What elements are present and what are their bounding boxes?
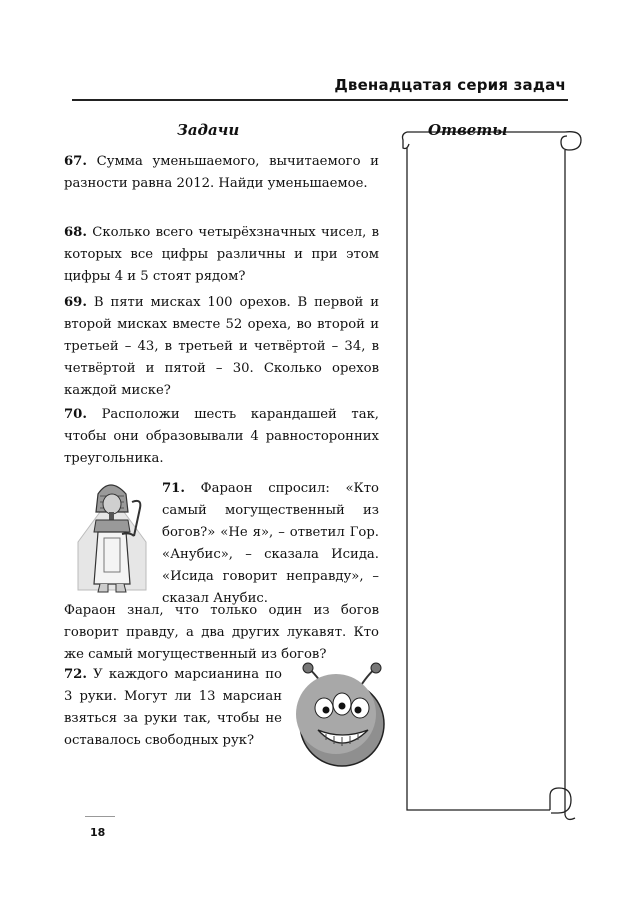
problem-text: Сумма уменьшаемого, вычитаемого и разности равна 2012. Найди уменьшаемое. [64,154,379,191]
problem-71-continuation: Фараон знал, что только один из богов говорит правду, а два других лукавят. Кто же самый могущественный из богов? [64,603,379,662]
problem-number: 70. [64,407,87,422]
answers-title: Ответы [428,121,508,139]
problem-text: Сколько всего четырёхзначных чисел, в которых все цифры различны и при этом цифры 4 и 5 стоят рядом? [64,225,379,284]
problem-number: 71. [162,481,185,496]
problem-number: 69. [64,295,87,310]
problem-number: 68. [64,225,87,240]
running-head: Двенадцатая серия задач [334,76,566,94]
problems-title: Задачи [177,121,240,139]
problem-69 [64,292,379,402]
problem-71 [162,478,379,610]
problem-number: 67. [64,154,87,169]
problem-text: В пяти мисках 100 орехов. В первой и второй мисках вместе 52 ореха, во второй и третьей – 43, в третьей и четвёртой – 34, в четвёртой и пятой – 30. Сколько орехов каждой миске? [64,295,379,398]
pharaoh-icon [70,472,158,596]
problem-number: 72. [64,667,87,682]
problem-text: Расположи шесть карандашей так, чтобы они образовывали 4 равносторонних треугольника. [64,407,379,466]
footer-rule [85,816,115,817]
martian-icon [296,660,388,772]
problem-68 [64,222,379,288]
page-number: 18 [90,826,106,839]
problem-70 [64,404,379,470]
answer-scroll-icon [395,110,585,825]
header-rule [72,99,568,101]
problem-72 [64,664,282,752]
problem-67 [64,151,379,195]
problem-text: У каждого марсианина по 3 руки. Могут ли 13 марсиан взяться за руки так, чтобы не оставалось свободных рук? [64,667,282,748]
problem-text: Фараон спросил: «Кто самый могущественный из богов?» «Не я», – ответил Гор. «Анубис», – сказала Исида. «Исида говорит неправду», – сказал Анубис. [162,481,379,606]
